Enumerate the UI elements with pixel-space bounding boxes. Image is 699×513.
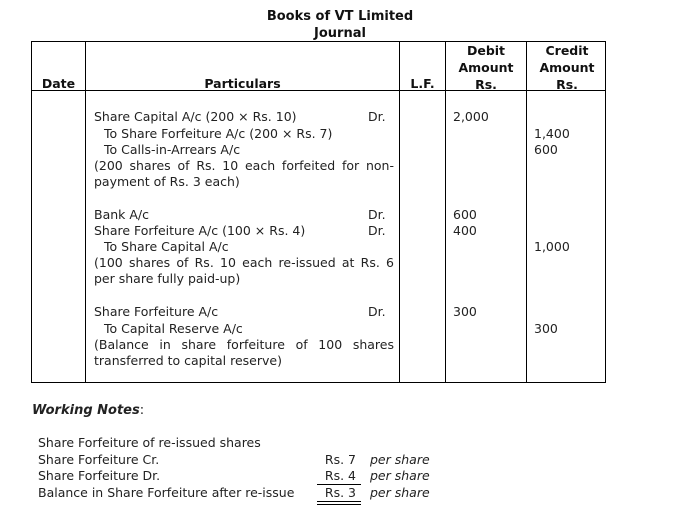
- entry3-line1-dr: Dr.: [368, 304, 386, 319]
- journal-table: [31, 41, 606, 383]
- entry2-line2-dr: Dr.: [368, 223, 386, 238]
- column-divider-date: [85, 42, 86, 382]
- working-note-row3-label: Balance in Share Forfeiture after re-issue: [38, 485, 295, 500]
- entry2-line1-dr: Dr.: [368, 207, 386, 222]
- header-debit-line2: Amount: [458, 60, 514, 75]
- working-notes-title: Working Notes:: [32, 403, 145, 418]
- header-debit-line1: Debit: [466, 43, 506, 58]
- entry1-line1-dr: Dr.: [368, 109, 386, 124]
- entry2-line3-credit: 1,000: [534, 239, 570, 254]
- working-note-row1-label: Share Forfeiture Cr.: [38, 452, 160, 467]
- header-date: Date: [41, 76, 76, 91]
- entry1-line2-account: To Share Forfeiture A/c (200 × Rs. 7): [104, 126, 333, 141]
- entry2-line1-account: Bank A/c: [94, 207, 150, 222]
- header-credit: [527, 42, 607, 93]
- working-note-row1-unit: per share: [370, 452, 430, 467]
- column-divider-lf: [445, 42, 446, 382]
- document-subtitle: Journal: [314, 26, 366, 41]
- total-double-rule-bottom: [317, 504, 361, 505]
- header-debit-line3: Rs.: [475, 77, 497, 92]
- working-note-row2-unit: per share: [370, 468, 430, 483]
- entry2-line3-account: To Share Capital A/c: [104, 239, 229, 254]
- working-notes-title-text: Working Notes: [32, 403, 140, 418]
- column-divider-debit: [526, 42, 527, 382]
- working-notes-heading: Share Forfeiture of re-issued shares: [38, 435, 261, 450]
- entry1-line1-account: Share Capital A/c (200 × Rs. 10): [94, 109, 297, 124]
- entry3-narration: (Balance in share forfeiture of 100 shares transferred to capital reserve): [94, 337, 394, 369]
- entry3-line2-account: To Capital Reserve A/c: [104, 321, 243, 336]
- entry3-line2-credit: 300: [534, 321, 558, 336]
- entry1-line2-credit: 1,400: [534, 126, 570, 141]
- header-credit-line2: Amount: [539, 60, 595, 75]
- header-credit-line3: Rs.: [556, 77, 578, 92]
- header-particulars: Particulars: [204, 76, 281, 91]
- entry2-line1-debit: 600: [453, 207, 477, 222]
- working-note-row2-label: Share Forfeiture Dr.: [38, 468, 161, 483]
- header-credit-line1: Credit: [545, 43, 589, 58]
- entry3-line1-debit: 300: [453, 304, 477, 319]
- document-title: Books of VT Limited: [266, 9, 414, 24]
- entry1-line3-account: To Calls-in-Arrears A/c: [104, 142, 241, 157]
- working-note-row2-value: Rs. 4: [324, 468, 356, 483]
- entry2-line2-account: Share Forfeiture A/c (100 × Rs. 4): [94, 223, 306, 238]
- entry3-line1-account: Share Forfeiture A/c: [94, 304, 219, 319]
- entry2-line2-debit: 400: [453, 223, 477, 238]
- header-lf: L.F.: [410, 76, 435, 91]
- column-divider-particulars: [399, 42, 400, 382]
- total-double-rule-top: [317, 501, 361, 502]
- working-note-row1-value: Rs. 7: [324, 452, 356, 467]
- working-note-row3-unit: per share: [370, 485, 430, 500]
- entry1-narration: (200 shares of Rs. 10 each forfeited for non-payment of Rs. 3 each): [94, 158, 394, 190]
- working-note-row3-value: Rs. 3: [324, 485, 356, 500]
- header-debit: [446, 42, 526, 93]
- entry2-narration: (100 shares of Rs. 10 each re-issued at Rs. 6 per share fully paid-up): [94, 255, 394, 287]
- entry1-line3-credit: 600: [534, 142, 558, 157]
- entry1-line1-debit: 2,000: [453, 109, 489, 124]
